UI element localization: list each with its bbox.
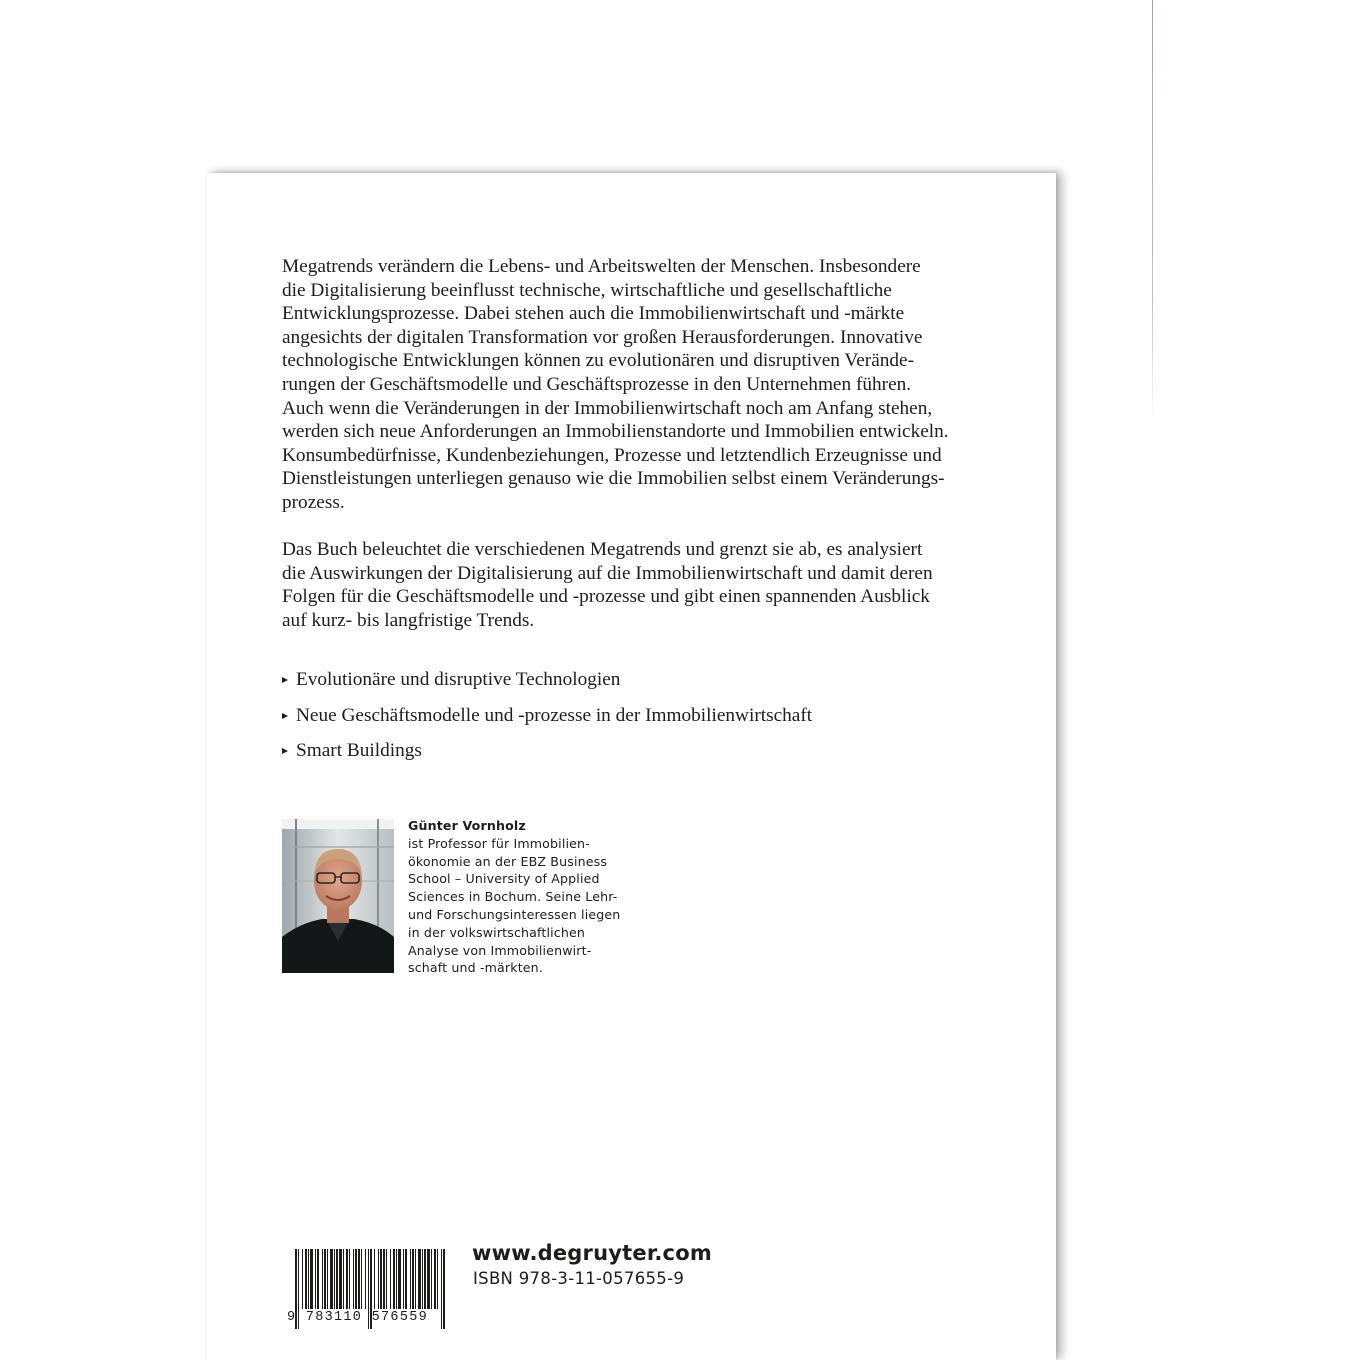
publisher-url: www.degruyter.com [472,1241,712,1265]
blurb-paragraph-1 [282,255,1022,515]
blurb-line: Dienstleistungen unterliegen genauso wie die Immobilien selbst einem Veränderungs- [282,468,945,490]
barcode-digits: 9 783110 576559 [287,1310,429,1325]
barcode-bar [365,1249,366,1309]
feature-bullet [282,739,812,775]
barcode-bar [410,1249,411,1309]
barcode-bar [418,1249,421,1309]
barcode-bar [322,1249,323,1309]
barcode-bar [355,1249,357,1309]
barcode-bar [405,1249,407,1309]
barcode-bar [346,1249,348,1309]
barcode-bar [330,1249,333,1309]
triangle-bullet-icon [282,713,288,719]
barcode-bar [412,1249,414,1309]
barcode-bar [383,1249,385,1309]
barcode-bar [361,1249,362,1309]
author-bio-line: schaft und -märkten. [408,960,543,976]
barcode-bar [336,1249,338,1309]
barcode-bar [393,1249,395,1309]
barcode-bar [380,1249,382,1309]
author-bio-line: in der volkswirtschaftlichen [408,924,586,940]
barcode-bar [390,1249,391,1309]
author-bio-line: ökonomie an der EBZ Business [408,853,608,869]
barcode-bar [403,1249,404,1309]
barcode-bar [358,1249,360,1309]
barcode-bar [343,1249,344,1309]
blurb-line: angesichts der digitalen Transformation vor großen Herausforderungen. Innovative [282,326,923,348]
triangle-bullet-icon [282,677,288,683]
barcode-bar [317,1249,319,1309]
blurb-line: technologische Entwicklungen können zu evolutionären und disruptiven Verände- [282,350,915,372]
author-bio-line: Sciences in Bochum. Seine Lehr- [408,889,618,905]
barcode-bar [305,1249,307,1309]
barcode-bar [353,1249,354,1309]
blurb-text [282,255,1022,633]
barcode-bar [310,1249,313,1309]
barcode-bar [339,1249,342,1309]
barcode-bar [422,1249,423,1309]
feature-bullet-list [282,668,812,775]
barcode-bar [327,1249,328,1309]
author-bio-line: School – University of Applied [408,871,600,887]
blurb-line: Folgen für die Geschäftsmodelle und -prozesse und gibt einen spannenden Ausblick [282,586,930,608]
adjacent-cover-edge [1152,0,1153,425]
feature-bullet [282,704,812,740]
blurb-paragraph-2 [282,538,1022,632]
barcode-bar [386,1249,387,1309]
barcode-bar [349,1249,350,1309]
triangle-bullet-icon [282,748,288,754]
blurb-line: die Auswirkungen der Digitalisierung auf die Immobilienwirtschaft und damit deren [282,562,933,584]
barcode-bar [415,1249,416,1309]
barcode-bar [302,1249,303,1309]
author-bio-line: Analyse von Immobilienwirt- [408,942,592,958]
author-portrait-photo [282,819,394,973]
author-name: Günter Vornholz [408,818,526,833]
feature-bullet-text: Smart Buildings [296,740,422,761]
barcode-bar [427,1249,430,1309]
blurb-line: auf kurz- bis langfristige Trends. [282,609,535,631]
blurb-line: rungen der Geschäftsmodelle und Geschäftsprozesse in den Unternehmen führen. [282,373,912,395]
author-bio-line: und Forschungsinteressen liegen [408,906,621,922]
feature-bullet-text: Neue Geschäftsmodelle und -prozesse in der Immobilienwirtschaft [296,704,813,726]
barcode-bar [315,1249,316,1309]
barcode-bar [374,1249,375,1309]
blurb-line: Auch wenn die Veränderungen in der Immobilienwirtschaft noch am Anfang stehen, [282,397,933,419]
barcode-bar [398,1249,401,1309]
barcode-bar [378,1249,379,1309]
author-bio-line: ist Professor für Immobilien- [408,835,590,851]
blurb-line: Megatrends verändern die Lebens- und Arbeitswelten der Menschen. Insbesondere [282,256,921,277]
book-back-cover [207,173,1056,1360]
author-bio [408,817,648,977]
blurb-line: Konsumbedürfnisse, Kundenbeziehungen, Prozesse und letztendlich Erzeugnisse und [282,444,942,466]
barcode-bar [308,1249,309,1309]
barcode-bar [424,1249,426,1309]
feature-bullet [282,668,812,704]
blurb-line: werden sich neue Anforderungen an Immobilienstandorte und Immobilien entwickeln. [282,421,949,443]
barcode-bar [434,1249,436,1309]
barcode-bar [334,1249,335,1309]
blurb-line: die Digitalisierung beeinflusst technische, wirtschaftliche und gesellschaftliche [282,279,892,301]
isbn-number: ISBN 978-3-11-057655-9 [473,1269,685,1288]
blurb-line: Das Buch beleuchtet die verschiedenen Megatrends und grenzt sie ab, es analysiert [282,539,923,561]
barcode-bar [431,1249,432,1309]
feature-bullet-text: Evolutionäre und disruptive Technologien [296,669,621,690]
barcode-bar [324,1249,326,1309]
barcode-bar [396,1249,397,1309]
blurb-line: prozess. [282,491,345,513]
barcode-bar [437,1249,438,1309]
blurb-line: Entwicklungsprozesse. Dabei stehen auch die Immobilienwirtschaft und -märkte [282,303,905,325]
